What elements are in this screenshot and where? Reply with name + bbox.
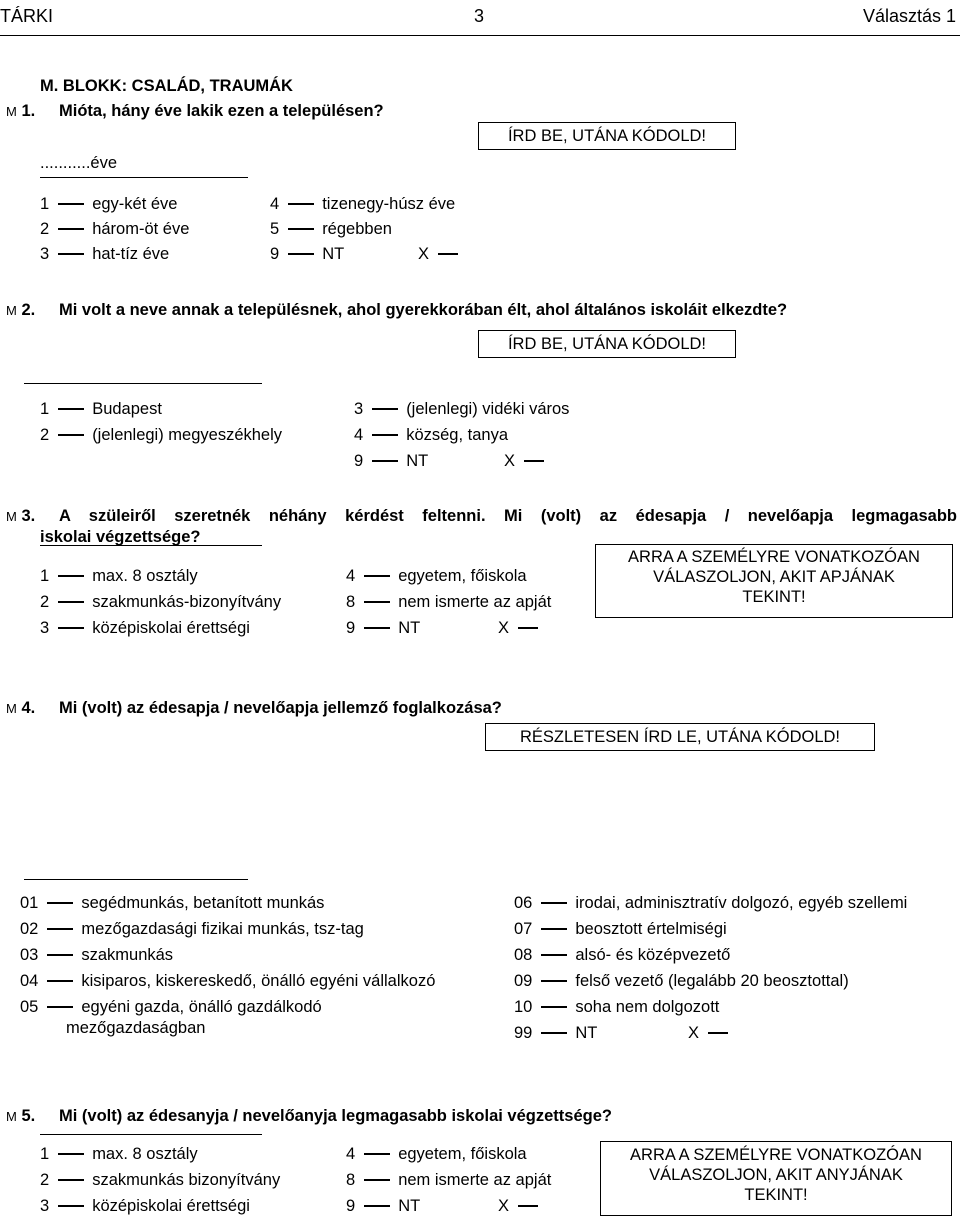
q2-x-code[interactable]: X [504,451,544,471]
q5-option[interactable]: 2 szakmunkás bizonyítvány [40,1171,281,1189]
q5-answer-line[interactable] [40,1134,262,1135]
question-2-heading: M 2. [6,301,36,319]
q5-option[interactable]: 4 egyetem, főiskola [346,1145,527,1163]
q1-option[interactable]: 9 NT [270,245,345,263]
q1-years-label: ...........éve [40,154,118,172]
q3-x-code[interactable]: X [498,618,538,638]
q2-instruction-box: ÍRD BE, UTÁNA KÓDOLD! [478,330,736,358]
q2-answer-line[interactable] [24,383,262,384]
q4-option[interactable]: 99 NT [514,1024,598,1042]
q4-option[interactable]: 03 szakmunkás [20,946,174,964]
q4-x-code[interactable]: X [688,1023,728,1043]
q1-x-code[interactable]: X [418,244,458,264]
q1-option[interactable]: 4 tizenegy-húsz éve [270,195,456,213]
q4-option-5-cont: mezőgazdaságban [66,1019,206,1037]
question-1-text: Mióta, hány éve lakik ezen a településen? [59,102,384,120]
q2-option[interactable]: 3 (jelenlegi) vidéki város [354,400,570,418]
page-number: 3 [474,6,485,26]
q2-option[interactable]: 2 (jelenlegi) megyeszékhely [40,426,283,444]
q5-instruction-box: ARRA A SZEMÉLYRE VONATKOZÓAN VÁLASZOLJON, AKIT ANYJÁNAK TEKINT! [600,1141,952,1216]
q3-option[interactable]: 4 egyetem, főiskola [346,567,527,585]
question-3-text-cont: iskolai végzettsége? [40,528,201,546]
q4-option[interactable]: 02 mezőgazdasági fizikai munkás, tsz-tag [20,920,364,938]
header-left: TÁRKI [0,6,54,26]
q4-option[interactable]: 05 egyéni gazda, önálló gazdálkodó [20,998,322,1016]
q1-option[interactable]: 2 három-öt éve [40,220,190,238]
q3-option[interactable]: 9 NT [346,619,421,637]
q5-x-code[interactable]: X [498,1196,538,1216]
q5-option[interactable]: 3 középiskolai érettségi [40,1197,250,1215]
q1-option[interactable]: 5 régebben [270,220,392,238]
question-3-text: A szüleiről szeretnék néhány kérdést feltenni. Mi (volt) az édesapja / nevelőapja legmagasabb [59,507,957,525]
q4-answer-line[interactable] [24,879,248,880]
question-2-text: Mi volt a neve annak a településnek, ahol gyerekkorában élt, ahol általános iskoláit elkezdte? [59,301,788,319]
question-4-heading: M 4. [6,699,36,717]
q2-option[interactable]: 4 község, tanya [354,426,508,444]
q4-option[interactable]: 07 beosztott értelmiségi [514,920,727,938]
q5-option[interactable]: 8 nem ismerte az apját [346,1171,552,1189]
q4-option[interactable]: 09 felső vezető (legalább 20 beosztottal) [514,972,849,990]
question-5-text: Mi (volt) az édesanyja / nevelőanyja legmagasabb iskolai végzettsége? [59,1107,612,1125]
q4-option[interactable]: 10 soha nem dolgozott [514,998,720,1016]
block-title: M. BLOKK: CSALÁD, TRAUMÁK [40,77,293,95]
q2-option[interactable]: 9 NT [354,452,429,470]
q3-option[interactable]: 8 nem ismerte az apját [346,593,552,611]
q4-option[interactable]: 04 kisiparos, kiskereskedő, önálló egyéni vállalkozó [20,972,436,990]
q1-answer-line[interactable] [40,177,248,178]
q5-option[interactable]: 9 NT [346,1197,421,1215]
q2-option[interactable]: 1 Budapest [40,400,162,418]
q3-option[interactable]: 3 középiskolai érettségi [40,619,250,637]
q4-option[interactable]: 06 irodai, adminisztratív dolgozó, egyéb szellemi [514,894,908,912]
q5-option[interactable]: 1 max. 8 osztály [40,1145,198,1163]
q3-answer-line[interactable] [40,545,262,546]
question-5-heading: M 5. [6,1107,36,1125]
q4-option[interactable]: 01 segédmunkás, betanított munkás [20,894,325,912]
question-4-text: Mi (volt) az édesapja / nevelőapja jellemző foglalkozása? [59,699,502,717]
question-3-heading: M 3. [6,507,36,525]
q3-instruction-box: ARRA A SZEMÉLYRE VONATKOZÓAN VÁLASZOLJON, AKIT APJÁNAK TEKINT! [595,544,953,618]
header-divider [0,35,960,36]
q1-instruction-box: ÍRD BE, UTÁNA KÓDOLD! [478,122,736,150]
q4-option[interactable]: 08 alsó- és középvezető [514,946,731,964]
q1-option[interactable]: 1 egy-két éve [40,195,178,213]
question-1-heading: M 1. [6,102,36,120]
q3-option[interactable]: 1 max. 8 osztály [40,567,198,585]
q1-option[interactable]: 3 hat-tíz éve [40,245,170,263]
header-right: Választás 1 [862,6,956,26]
q4-instruction-box: RÉSZLETESEN ÍRD LE, UTÁNA KÓDOLD! [485,723,875,751]
q3-option[interactable]: 2 szakmunkás-bizonyítvány [40,593,282,611]
